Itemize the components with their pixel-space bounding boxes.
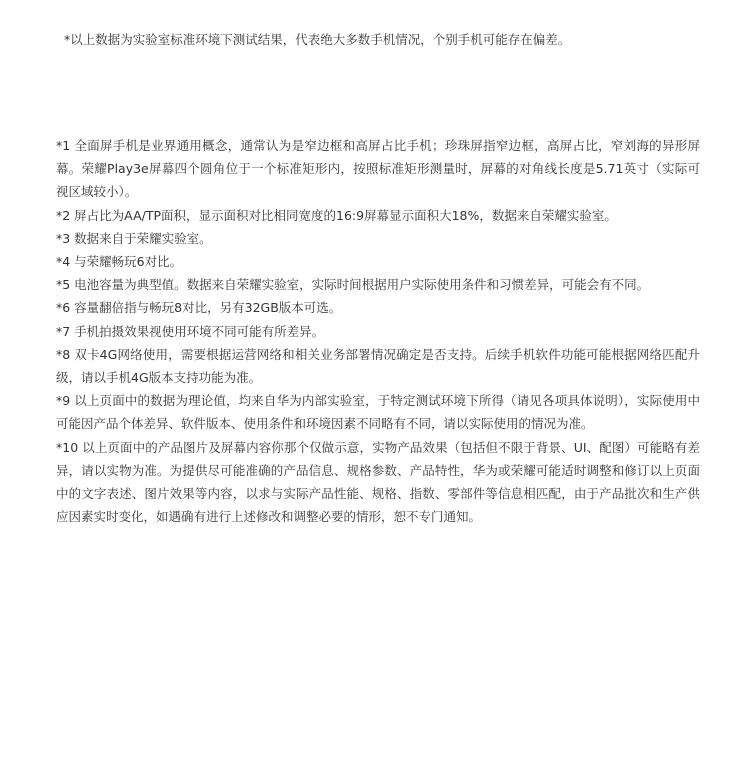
footnote-1: *1 全面屏手机是业界通用概念，通常认为是窄边框和高屏占比手机；珍珠屏指窄边框，高屏占比，窄刘海的异形屏幕。荣耀Play3e屏幕四个圆角位于一个标准矩形内，按照标准矩形测量时，屏幕的对角线长度是5.71英寸（实际可视区域较小）。 xyxy=(56,138,700,200)
footnote-9: *9 以上页面中的数据为理论值，均来自华为内部实验室，于特定测试环境下所得（请见各项具体说明），实际使用中可能因产品个体差异、软件版本、使用条件和环境因素不同略有不同，请以实际使用的情况为准。 xyxy=(56,393,700,432)
footnotes-list xyxy=(56,134,700,528)
footnote-6: *6 容量翻倍指与畅玩8对比，另有32GB版本可选。 xyxy=(56,300,342,316)
footnote-7: *7 手机拍摄效果视使用环境不同可能有所差异。 xyxy=(56,323,325,339)
footnote-2: *2 屏占比为AA/TP面积，显示面积对比相同宽度的16:9屏幕显示面积大18%，数据来自荣耀实验室。 xyxy=(56,207,617,223)
footnote-5: *5 电池容量为典型值。数据来自荣耀实验室，实际时间根据用户实际使用条件和习惯差异，可能会有不同。 xyxy=(56,277,650,293)
footnote-4: *4 与荣耀畅玩6对比。 xyxy=(56,254,183,270)
footnote-3: *3 数据来自于荣耀实验室。 xyxy=(56,230,212,246)
footnote-10: *10 以上页面中的产品图片及屏幕内容你那个仅做示意，实物产品效果（包括但不限于背景、UI、配图）可能略有差异，请以实物为准。为提供尽可能准确的产品信息、规格参数、产品特性，华为或荣耀可能适时调整和修订以上页面中的文字表述、图片效果等内容，以求与实际产品性能、规格、指数、零部件等信息相匹配，由于产品批次和生产供应因素实时变化，如遇确有进行上述修改和调整必要的情形，恕不专门通知。 xyxy=(56,439,700,525)
test-disclaimer: *以上数据为实验室标准环境下测试结果，代表绝大多数手机情况，个别手机可能存在偏差。 xyxy=(64,32,571,47)
footnote-8: *8 双卡4G网络使用，需要根据运营网络和相关业务部署情况确定是否支持。后续手机软件功能可能根据网络匹配升级，请以手机4G版本支持功能为准。 xyxy=(56,346,700,386)
